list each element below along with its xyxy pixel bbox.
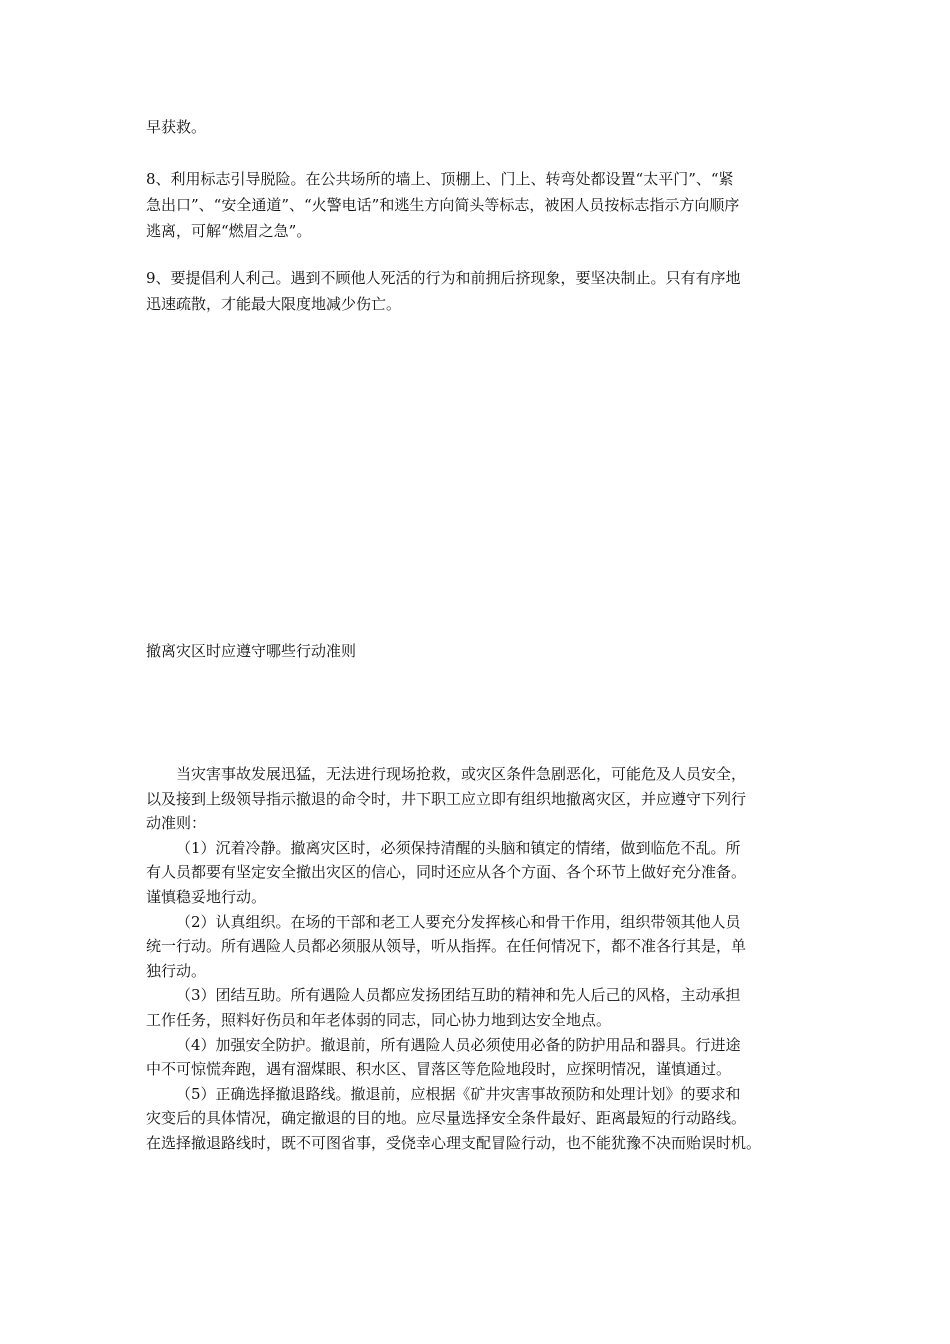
text-line: 灾变后的具体情况，确定撤退的目的地。应尽量选择安全条件最好、距离最短的行动路线。 (146, 1109, 747, 1128)
paragraph-item-9 (146, 265, 811, 317)
text-line: （1）沉着冷静。撤离灾区时，必须保持清醒的头脑和镇定的情绪，做到临危不乱。所 (176, 838, 741, 857)
text-line: 动准则： (146, 814, 207, 833)
text-line: （2）认真组织。在场的干部和老工人要充分发挥核心和骨干作用，组织带领其他人员 (176, 912, 741, 931)
text-line: 工作任务，照料好伤员和年老体弱的同志，同心协力地到达安全地点。 (146, 1010, 612, 1029)
text-line: 独行动。 (146, 961, 207, 980)
text-line: 在选择撤退路线时，既不可图省事，受侥幸心理支配冒险行动，也不能犹豫不决而贻误时机。 (146, 1133, 762, 1152)
text-line: （4）加强安全防护。撤退前，所有遇险人员必须使用必备的防护用品和器具。行进途 (176, 1035, 741, 1054)
text-line: 急出口”、“安全通道”、“火警电话”和逃生方向简头等标志，被困人员按标志指示方向顺序 (146, 196, 740, 214)
text-line: 统一行动。所有遇险人员都必须服从领导，听从指挥。在任何情况下，都不准各行其是，单 (146, 937, 747, 956)
text-line: （5）正确选择撤退路线。撤退前，应根据《矿井灾害事故预防和处理计划》的要求和 (176, 1084, 741, 1103)
section-heading: 撤离灾区时应遵守哪些行动准则 (146, 642, 357, 660)
text-line: 8、利用标志引导脱险。在公共场所的墙上、顶棚上、门上、转弯处都设置“太平门”、“紧 (146, 170, 734, 188)
text-line: 9、要提倡利人利己。遇到不顾他人死活的行为和前拥后挤现象，要坚决制止。只有有序地 (146, 269, 741, 287)
text-line: 谨慎稳妥地行动。 (146, 887, 267, 906)
text-line: 早获救。 (146, 118, 207, 136)
paragraph-item-8 (146, 166, 811, 244)
text-line: 以及接到上级领导指示撤退的命令时，井下职工应立即有组织地撤离灾区，并应遵守下列行 (146, 789, 747, 808)
text-line: 中不可惊慌奔跑，遇有溜煤眼、积水区、冒落区等危险地段时，应探明情况，谨慎通过。 (146, 1060, 732, 1079)
text-line: 当灾害事故发展迅猛，无法进行现场抢救，或灾区条件急剧恶化，可能危及人员安全， (176, 765, 747, 783)
text-line: （3）团结互助。所有遇险人员都应发扬团结互助的精神和先人后己的风格，主动承担 (176, 986, 741, 1005)
text-line: 逃离，可解“燃眉之急”。 (146, 222, 312, 240)
paragraph-fragment (146, 114, 811, 140)
text-line: 有人员都要有坚定安全撤出灾区的信心，同时还应从各个方面、各个环节上做好充分准备。 (146, 863, 747, 882)
section-body (146, 762, 811, 1156)
text-line: 迅速疏散，才能最大限度地减少伤亡。 (146, 295, 402, 313)
